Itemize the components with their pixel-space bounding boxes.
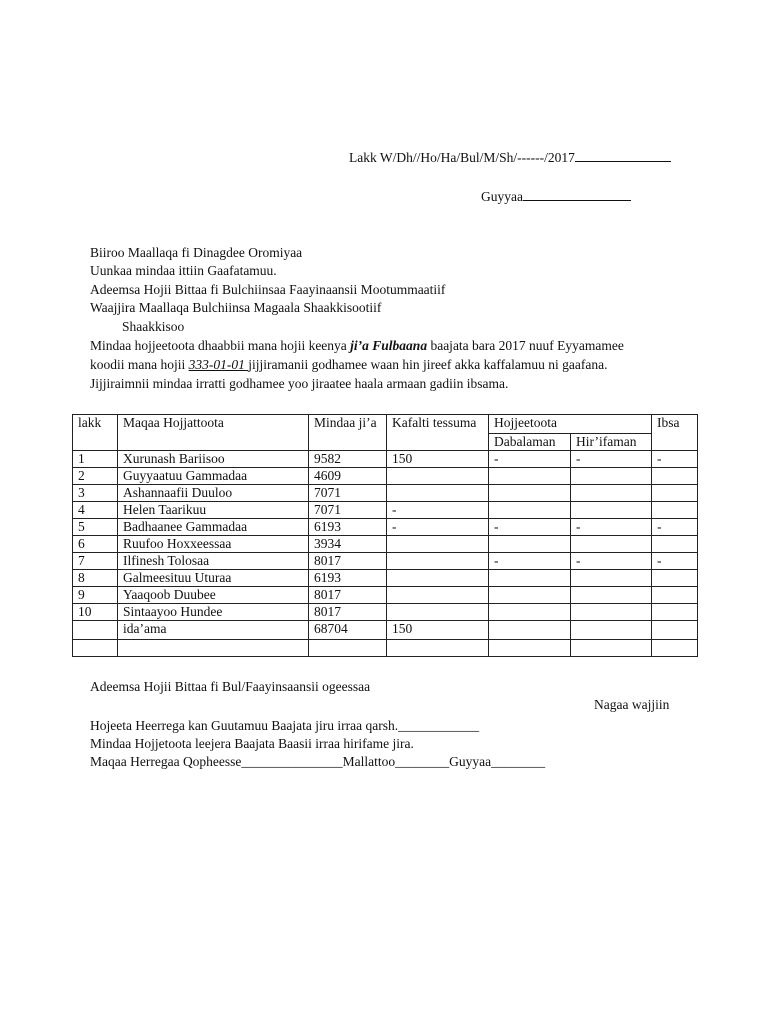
table-row: [73, 502, 698, 519]
cell-no: 1: [73, 451, 118, 468]
body-line-2-pre: koodii mana hojii: [90, 357, 189, 372]
cell-name: Helen Taarikuu: [118, 502, 309, 519]
cell-salary: 7071: [309, 502, 387, 519]
cell-payment: [387, 468, 489, 485]
cell-name: Xurunash Bariisoo: [118, 451, 309, 468]
cell-removed: -: [571, 451, 652, 468]
footer-greeting: Nagaa wajjiin: [594, 697, 670, 712]
table-row: [73, 468, 698, 485]
cell-no: 8: [73, 570, 118, 587]
cell-remark: -: [652, 451, 698, 468]
total-removed: [571, 621, 652, 640]
cell-removed: [571, 570, 652, 587]
reference-number: [349, 149, 671, 166]
cell-remark: -: [652, 519, 698, 536]
address-line-2: Uunkaa mindaa ittiin Gaafatamuu.: [90, 263, 277, 278]
address-line-1: Biiroo Maallaqa fi Dinagdee Oromiyaa: [90, 245, 303, 260]
cell-removed: [571, 587, 652, 604]
footer-line-3: Maqaa Herregaa Qopheesse_______________Mallattoo________Guyyaa________: [90, 754, 546, 769]
address-line-4: Waajjira Maallaqa Bulchiinsa Magaala Shaakkisootiif: [90, 300, 382, 315]
body-line-3: Jijjiraimnii mindaa irratti godhamee yoo jiraatee haala armaan gadiin ibsama.: [90, 376, 509, 391]
cell-remark: [652, 604, 698, 621]
cell-removed: -: [571, 519, 652, 536]
cell-planned: [489, 536, 571, 553]
cell-planned: -: [489, 519, 571, 536]
body-line-2: [90, 357, 607, 373]
header-removed: Hir’ifaman: [571, 434, 652, 451]
body-line-1-post: baajata bara 2017 nuuf Eyyamamee: [427, 338, 624, 353]
recipient-city: Shaakkisoo: [122, 319, 185, 334]
address-line-3: Adeemsa Hojii Bittaa fi Bulchiinsaa Faayinaansii Mootummaatiif: [90, 282, 446, 297]
cell-removed: [571, 485, 652, 502]
cell-remark: [652, 587, 698, 604]
cell-remark: [652, 536, 698, 553]
cell-name: Ilfinesh Tolosaa: [118, 553, 309, 570]
total-planned: [489, 621, 571, 640]
header-remark: Ibsa: [652, 415, 698, 451]
cell-name: Sintaayoo Hundee: [118, 604, 309, 621]
cell-remark: [652, 468, 698, 485]
total-blank: [73, 621, 118, 640]
cell-no: 5: [73, 519, 118, 536]
table-row: [73, 519, 698, 536]
cell-no: 4: [73, 502, 118, 519]
cell-planned: [489, 570, 571, 587]
table-row: [73, 587, 698, 604]
cell-remark: [652, 570, 698, 587]
footer-department: Adeemsa Hojii Bittaa fi Bul/Faayinsaansii ogeessaa: [90, 679, 371, 694]
cell-remark: [652, 502, 698, 519]
cell-planned: [489, 604, 571, 621]
body-line-1: [90, 338, 624, 354]
date-blank: [523, 188, 631, 201]
cell-salary: 8017: [309, 553, 387, 570]
cell-planned: [489, 502, 571, 519]
cell-payment: 150: [387, 451, 489, 468]
cell-name: Galmeesituu Uturaa: [118, 570, 309, 587]
table-row: [73, 570, 698, 587]
reference-blank: [575, 149, 671, 162]
table-total-row: [73, 621, 698, 640]
body-line-1-pre: Mindaa hojjeetoota dhaabbii mana hojii keenya: [90, 338, 351, 353]
header-planned: Dabalaman: [489, 434, 571, 451]
office-code: 333-01-01: [188, 357, 249, 372]
cell-name: Ashannaafii Duuloo: [118, 485, 309, 502]
table-row: [73, 604, 698, 621]
cell-planned: -: [489, 451, 571, 468]
cell-planned: [489, 587, 571, 604]
body-line-2-post: jijjiramanii godhamee waan hin jireef akka kaffalamuu ni gaafana.: [248, 357, 608, 372]
reference-label: Lakk W/Dh//Ho/Ha/Bul/M/Sh/------/2017: [349, 150, 575, 165]
cell-planned: [489, 468, 571, 485]
cell-payment: [387, 604, 489, 621]
date-label: Guyyaa: [481, 189, 523, 204]
cell-payment: -: [387, 519, 489, 536]
total-payment: 150: [387, 621, 489, 640]
header-payment: Kafalti tessuma: [387, 415, 489, 451]
header-name: Maqaa Hojjattoota: [118, 415, 309, 451]
cell-no: 2: [73, 468, 118, 485]
cell-salary: 3934: [309, 536, 387, 553]
table-header-row: [73, 415, 698, 434]
cell-salary: 4609: [309, 468, 387, 485]
cell-name: Badhaanee Gammadaa: [118, 519, 309, 536]
cell-planned: [489, 485, 571, 502]
cell-payment: [387, 536, 489, 553]
cell-salary: 6193: [309, 570, 387, 587]
header-salary: Mindaa ji’a: [309, 415, 387, 451]
cell-removed: [571, 536, 652, 553]
total-remark: [652, 621, 698, 640]
header-no: lakk: [73, 415, 118, 451]
total-label: ida’ama: [118, 621, 309, 640]
cell-remark: [652, 485, 698, 502]
date-line: [481, 188, 631, 205]
cell-removed: [571, 468, 652, 485]
footer-line-2: Mindaa Hojjetoota leejera Baajata Baasii irraa hirifame jira.: [90, 736, 414, 751]
cell-no: 6: [73, 536, 118, 553]
table-empty-row: [73, 640, 698, 657]
cell-removed: -: [571, 553, 652, 570]
cell-salary: 8017: [309, 604, 387, 621]
cell-salary: 7071: [309, 485, 387, 502]
cell-removed: [571, 604, 652, 621]
cell-name: Ruufoo Hoxxeessaa: [118, 536, 309, 553]
cell-payment: [387, 553, 489, 570]
table-row: [73, 553, 698, 570]
cell-salary: 8017: [309, 587, 387, 604]
salary-table: [72, 414, 698, 657]
cell-no: 10: [73, 604, 118, 621]
cell-name: Guyyaatuu Gammadaa: [118, 468, 309, 485]
cell-payment: [387, 587, 489, 604]
table-row: [73, 485, 698, 502]
cell-name: Yaaqoob Duubee: [118, 587, 309, 604]
table-row: [73, 451, 698, 468]
body-month: ji’a Fulbaana: [350, 338, 428, 353]
table-row: [73, 536, 698, 553]
cell-no: 3: [73, 485, 118, 502]
cell-removed: [571, 502, 652, 519]
total-salary: 68704: [309, 621, 387, 640]
cell-payment: [387, 485, 489, 502]
cell-salary: 9582: [309, 451, 387, 468]
cell-no: 9: [73, 587, 118, 604]
cell-no: 7: [73, 553, 118, 570]
header-workers: Hojjeetoota: [489, 415, 652, 434]
cell-salary: 6193: [309, 519, 387, 536]
footer-line-1: Hojeeta Heerrega kan Guutamuu Baajata jiru irraa qarsh.____________: [90, 718, 480, 733]
cell-remark: -: [652, 553, 698, 570]
cell-payment: -: [387, 502, 489, 519]
cell-payment: [387, 570, 489, 587]
cell-planned: -: [489, 553, 571, 570]
